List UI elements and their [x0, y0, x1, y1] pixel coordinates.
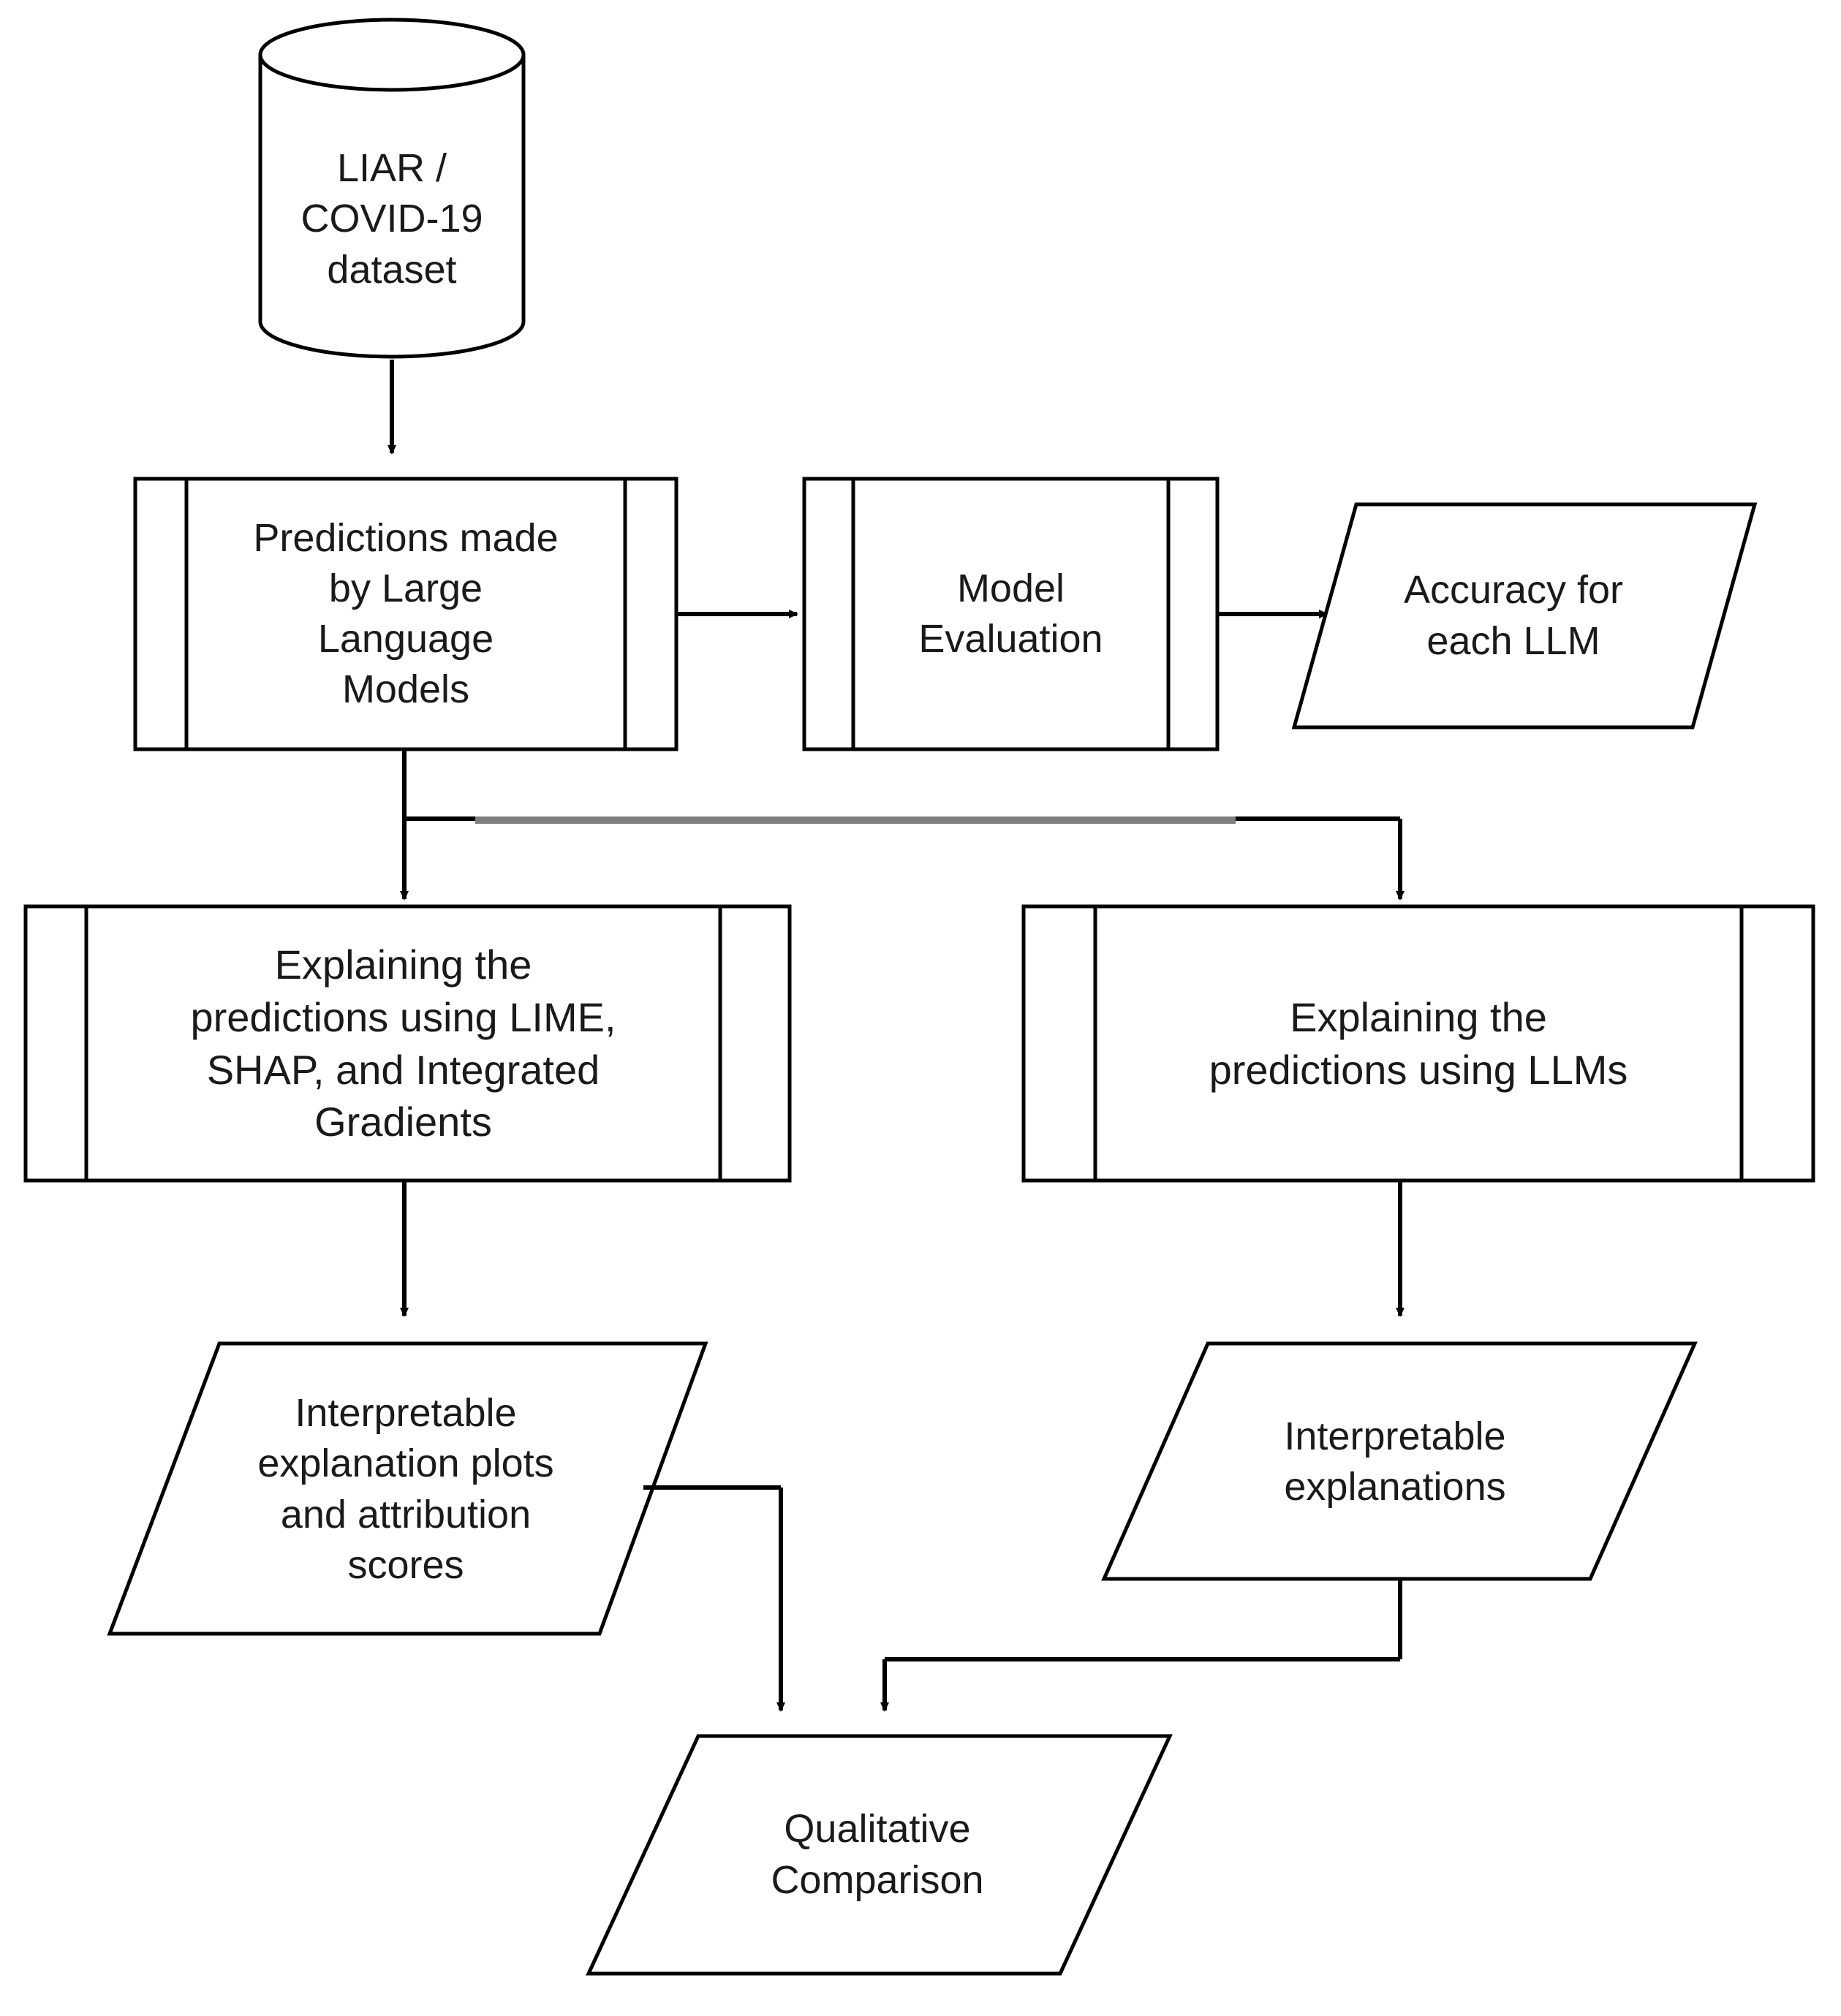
node-dataset-shape [260, 20, 523, 357]
node-accuracy-label: Accuracy for each LLM [1403, 568, 1624, 663]
node-plots-shape [110, 1344, 706, 1634]
node-comparison-label: Qualitative Comparison [771, 1807, 984, 1902]
node-accuracy-shape [1294, 504, 1755, 727]
node-explanations-label: Interpretable explanations [1284, 1414, 1506, 1509]
node-explain-llm-shape [1024, 906, 1813, 1181]
node-comparison-shape [589, 1736, 1170, 1974]
node-plots-label: Interpretable explanation plots and attribution scores [257, 1391, 554, 1587]
node-explain-xai-label: Explaining the predictions using LIME, SHAP, and Integrated Gradients [190, 941, 616, 1145]
node-predictions-shape [135, 479, 676, 749]
node-dataset-label: LIAR / COVID-19 dataset [300, 146, 483, 292]
node-explanations-shape [1104, 1344, 1695, 1579]
node-explain-llm-label: Explaining the predictions using LLMs [1209, 993, 1628, 1093]
node-evaluation-shape [804, 479, 1217, 749]
node-explain-xai-shape [26, 906, 790, 1181]
node-predictions-label: Predictions made by Large Language Models [253, 515, 559, 712]
node-evaluation-label: Model Evaluation [918, 566, 1103, 661]
